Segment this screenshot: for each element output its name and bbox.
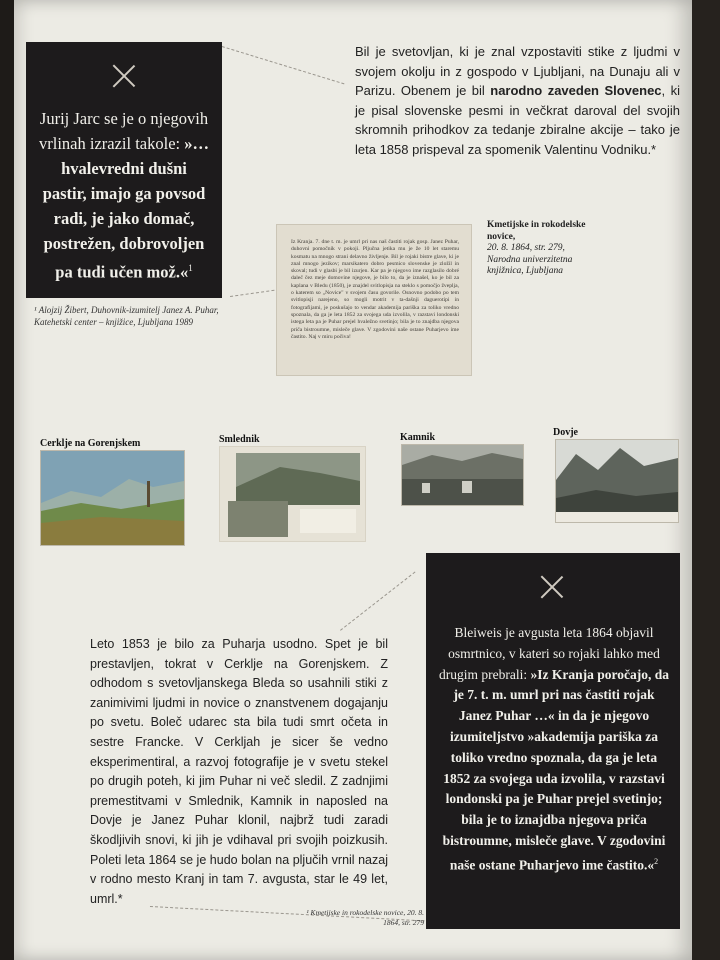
footnote-mark: 1: [188, 263, 193, 273]
footnote-zibert: ¹ Alojzij Žibert, Duhovnik-izumitelj Janez A. Puhar, Katehetski center – knjižice, Ljubljana 1989: [34, 305, 219, 327]
poster-left-edge: [0, 0, 14, 960]
bleiweis-quote-bold: »Iz Kranja poročajo, da je 7. t. m. umrl pri nas častiti rojak Janez Puhar …« in da je njegovo izumiteljstvo »akademija pariška za toliko vredno spoznala, da ga je leta 1852 za svojega uda izvolila, v razstavi londonski pa je Puhar prejel svetinjo; bila je to iznajdba njegova priča bistroumne, misleče glave. V zgodovini naše ostane Puharjevo ime častito.«: [442, 666, 669, 873]
photo-label-kamnik: Kamnik: [400, 432, 436, 443]
photo-kamnik: [401, 444, 524, 506]
jarc-quote: [38, 106, 210, 285]
quote-box-jarc: [26, 42, 222, 298]
bleiweis-intro: Bleiweis je avgusta leta 1864 objavil osmrtnico, v kateri so rojaki lahko med drugim prebrali:: [439, 625, 660, 682]
footnote-mark: 2: [654, 856, 659, 866]
clipping-caption-title: Kmetijske in rokodelske novice,: [487, 220, 586, 242]
paragraph-bold: narodno zaveden Slovenec: [490, 83, 662, 98]
photo-label-smlednik: Smlednik: [219, 434, 260, 445]
paragraph-part1: Bil je svetovljan, ki je znal vzpostaviti stike z ljudmi v svojem okolju in z gospodo v Ljubljani, na Dunaju ali v Parizu. Obenem je bil: [355, 44, 680, 98]
cross-icon: [112, 64, 136, 88]
poster-right-edge: [692, 0, 720, 960]
quote-box-bleiweis: [426, 553, 680, 929]
svetovljan-paragraph: [355, 42, 680, 159]
quote-bold: »… hvalevredni dušni pastir, imajo ga povsod radi, je jako domač, postrežen, dobrovoljen pa tudi učen mož.«: [42, 134, 209, 282]
quote-intro: Jurij Jarc se je o njegovih vrlinah izrazil takole:: [39, 109, 209, 153]
paragraph-part2: , ki je pisal slovenske pesmi in večkrat daroval del svojih skromnih prihodkov za tedanje zbiralne akcije – tako je leta 1858 prispeval za spomenik Valentinu Vodniku.*: [355, 83, 680, 157]
photo-smlednik: [219, 446, 366, 542]
photo-label-cerklje: Cerklje na Gorenjskem: [40, 438, 141, 449]
clipping-caption: [487, 220, 587, 278]
newspaper-clipping: Iz Kranja. 7. dne t. m. je umrl pri nas naš častiti rojak gosp. Janez Puhar, duhovni pomočnik v pokoji. Pljučna jetika mu je že 10 let staremu kosmatu na mnogo strani delavno življenje. Bil je rojaki bistre glave, ki je znal mnogo jezikov; marsikatero dobro pesmico slovenske je zložil in skoval; tudi v glasbi je bil izurjen. Kar pa je njegovo ime razglasilo dobré daleč čez meje domovine njegove, je bilo to, da je iznašel, ko je bil za kaplana v Bledu (1850), je znajdel svitlopisja na steklo s pomočjo žveplja, o katerem so „Novice" v svojem času govorile. Osnovno podobo po tem svitlopisji narejeno, so mogli motrit v ta-dašnji daguerotipi in fotografijami, je poskušajo to vendar akademija pariška za toliko vredno spoznala, da ga je leta 1852 za svojega uda izvolila, v razstavi londonski istega leta pa je Puhar prejel hvaležno svetinjo; bila je to znajdba njegova priča bistroumne, misleče glave. V zgodovini naše ostane Puharjevo ime častito. Naj v miru počiva!: [276, 224, 472, 376]
photo-label-dovje: Dovje: [553, 427, 578, 438]
photo-cerklje: [40, 450, 185, 546]
bleiweis-quote: [438, 623, 670, 876]
footnote-novice: ¹ Kmetijske in rokodelske novice, 20. 8. 1864, str. 279: [306, 908, 424, 927]
cross-icon: [540, 575, 564, 599]
clipping-caption-source: 20. 8. 1864, str. 279, Narodna univerzitetna knjižnica, Ljubljana: [487, 243, 573, 276]
photo-dovje: [555, 439, 679, 523]
puhar-fate-paragraph: Leto 1853 je bilo za Puharja usodno. Spet je bil prestavljen, tokrat v Cerklje na Gorenjskem. Z odhodom s svetovljanskega Bleda so usahnili stiki z zanimivimi ljudmi in novice o znanstvenem dogajanju po svetu. Boleč udarec sta bila tudi smrt očeta in sestre Francke. V Cerkljah je sicer še vedno eksperimentiral, a razvoj fotografije je v svetu stekel po drugih poteh, ki jim Puhar ni več sledil. Z zadnjimi premestitvami v Smlednik, Kamnik in naposled na Dovje je Janez Puhar klonil, najbrž tudi zaradi škodljivih snovi, ki jih je vdihaval pri svojih poizkusih. Poleti leta 1864 se je hudo bolan na pljučih vrnil nazaj v rodno mesto Kranj in tam 7. avgusta, star le 49 let, umrl.*: [90, 637, 388, 906]
